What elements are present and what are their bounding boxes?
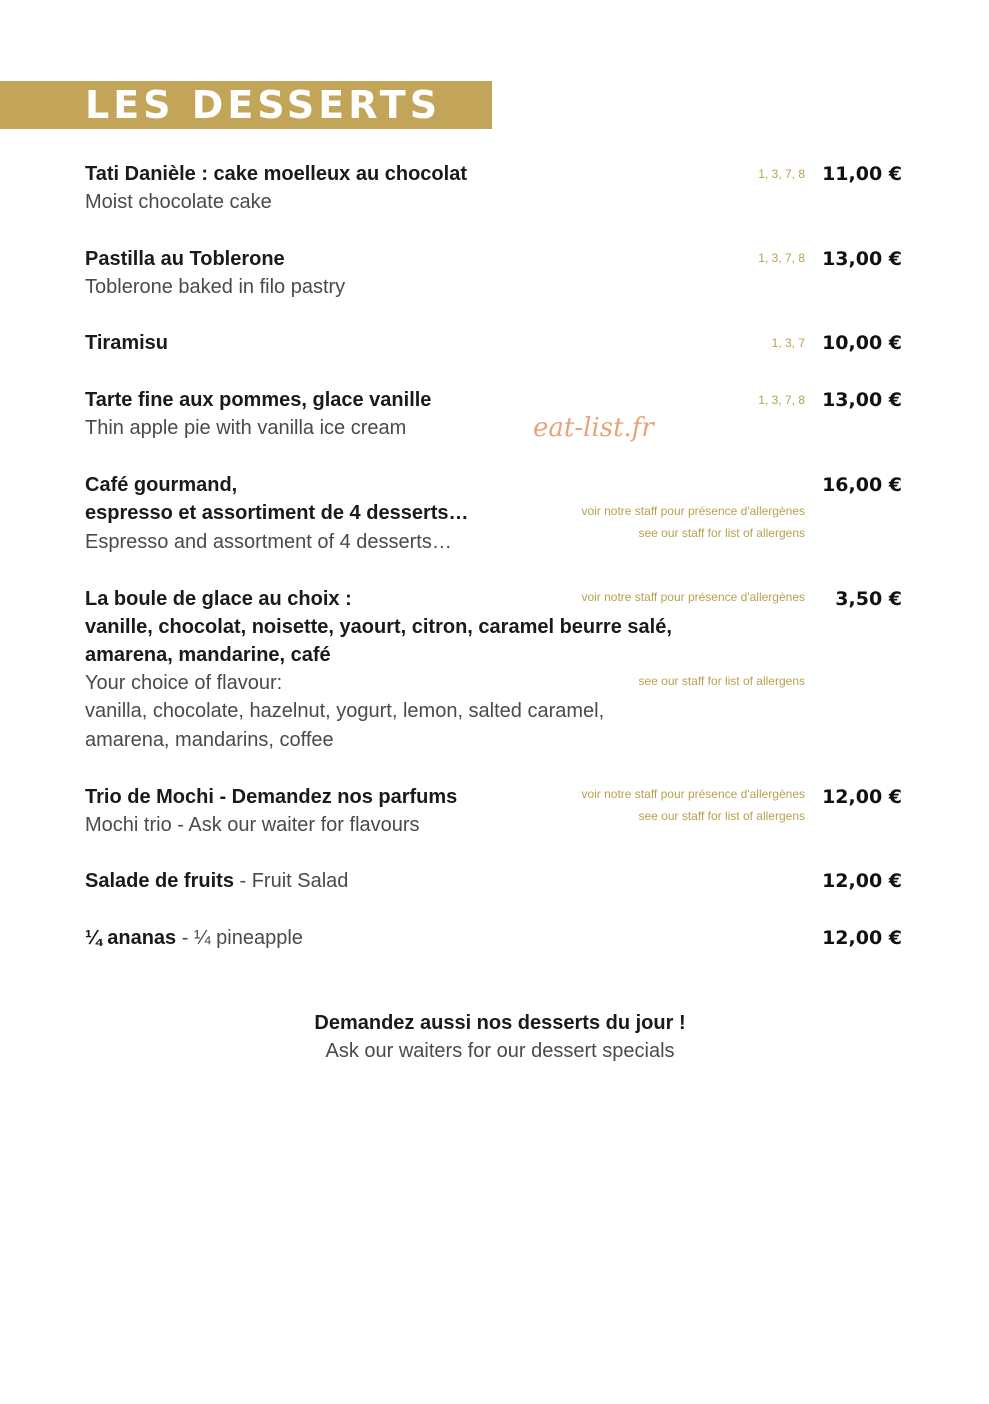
item-name-en: Thin apple pie with vanilla ice cream: [85, 417, 407, 439]
allergen-codes: 1, 3, 7, 8: [758, 167, 805, 181]
item-name-fr: La boule de glace au choix :: [85, 588, 352, 610]
item-name-en: Moist chocolate cake: [85, 191, 272, 213]
item-name-en: Your choice of flavour:: [85, 672, 283, 694]
footer-note-fr: Demandez aussi nos desserts du jour !: [314, 1012, 686, 1034]
item-name-fr: Tati Danièle : cake moelleux au chocolat: [85, 163, 467, 185]
item-name-fr: Tiramisu: [85, 332, 168, 354]
item-price: 16,00 €: [822, 474, 902, 496]
item-price: 11,00 €: [822, 163, 902, 185]
item-price: 12,00 €: [822, 786, 902, 808]
allergen-note-en: see our staff for list of allergens: [638, 674, 805, 688]
item-name-fr: ¼ ananas: [85, 927, 177, 949]
item-name-en: Mochi trio - Ask our waiter for flavours: [85, 814, 420, 836]
item-name: [85, 926, 303, 950]
item-price: 12,00 €: [822, 870, 902, 892]
item-name-fr: espresso et assortiment de 4 desserts…: [85, 502, 469, 524]
item-price: 13,00 €: [822, 248, 902, 270]
page-title: LES DESSERTS: [85, 83, 442, 127]
allergen-note-en: see our staff for list of allergens: [638, 809, 805, 823]
item-price: 12,00 €: [822, 927, 902, 949]
footer-note-en: Ask our waiters for our dessert specials: [325, 1040, 675, 1062]
item-name-en: vanilla, chocolate, hazelnut, yogurt, lemon, salted caramel,: [85, 700, 605, 722]
item-name-en: - Fruit Salad: [233, 870, 349, 892]
allergen-codes: 1, 3, 7, 8: [758, 393, 805, 407]
item-name-fr: amarena, mandarine, café: [85, 644, 331, 666]
allergen-codes: 1, 3, 7: [771, 336, 805, 350]
item-name-en: amarena, mandarins, coffee: [85, 729, 334, 751]
item-name-fr: Café gourmand,: [85, 474, 238, 496]
allergen-codes: 1, 3, 7, 8: [758, 251, 805, 265]
item-price: 10,00 €: [822, 332, 902, 354]
item-price: 3,50 €: [835, 588, 902, 610]
item-name-fr: Trio de Mochi - Demandez nos parfums: [85, 786, 458, 808]
item-name: [85, 869, 348, 893]
item-price: 13,00 €: [822, 389, 902, 411]
watermark: eat-list.fr: [533, 413, 654, 443]
allergen-note-en: see our staff for list of allergens: [638, 526, 805, 540]
item-name-en: Toblerone baked in filo pastry: [85, 276, 346, 298]
item-name-fr: Tarte fine aux pommes, glace vanille: [85, 389, 432, 411]
allergen-note-fr: voir notre staff pour présence d'allergènes: [581, 504, 805, 518]
item-name-fr: Pastilla au Toblerone: [85, 248, 285, 270]
allergen-note-fr: voir notre staff pour présence d'allergènes: [581, 787, 805, 801]
item-name-fr: Salade de fruits: [85, 870, 234, 892]
item-name-fr: vanille, chocolat, noisette, yaourt, citron, caramel beurre salé,: [85, 616, 672, 638]
allergen-note-fr: voir notre staff pour présence d'allergènes: [581, 590, 805, 604]
item-name-en: Espresso and assortment of 4 desserts…: [85, 531, 452, 553]
item-name-en: - ¼ pineapple: [176, 927, 303, 949]
